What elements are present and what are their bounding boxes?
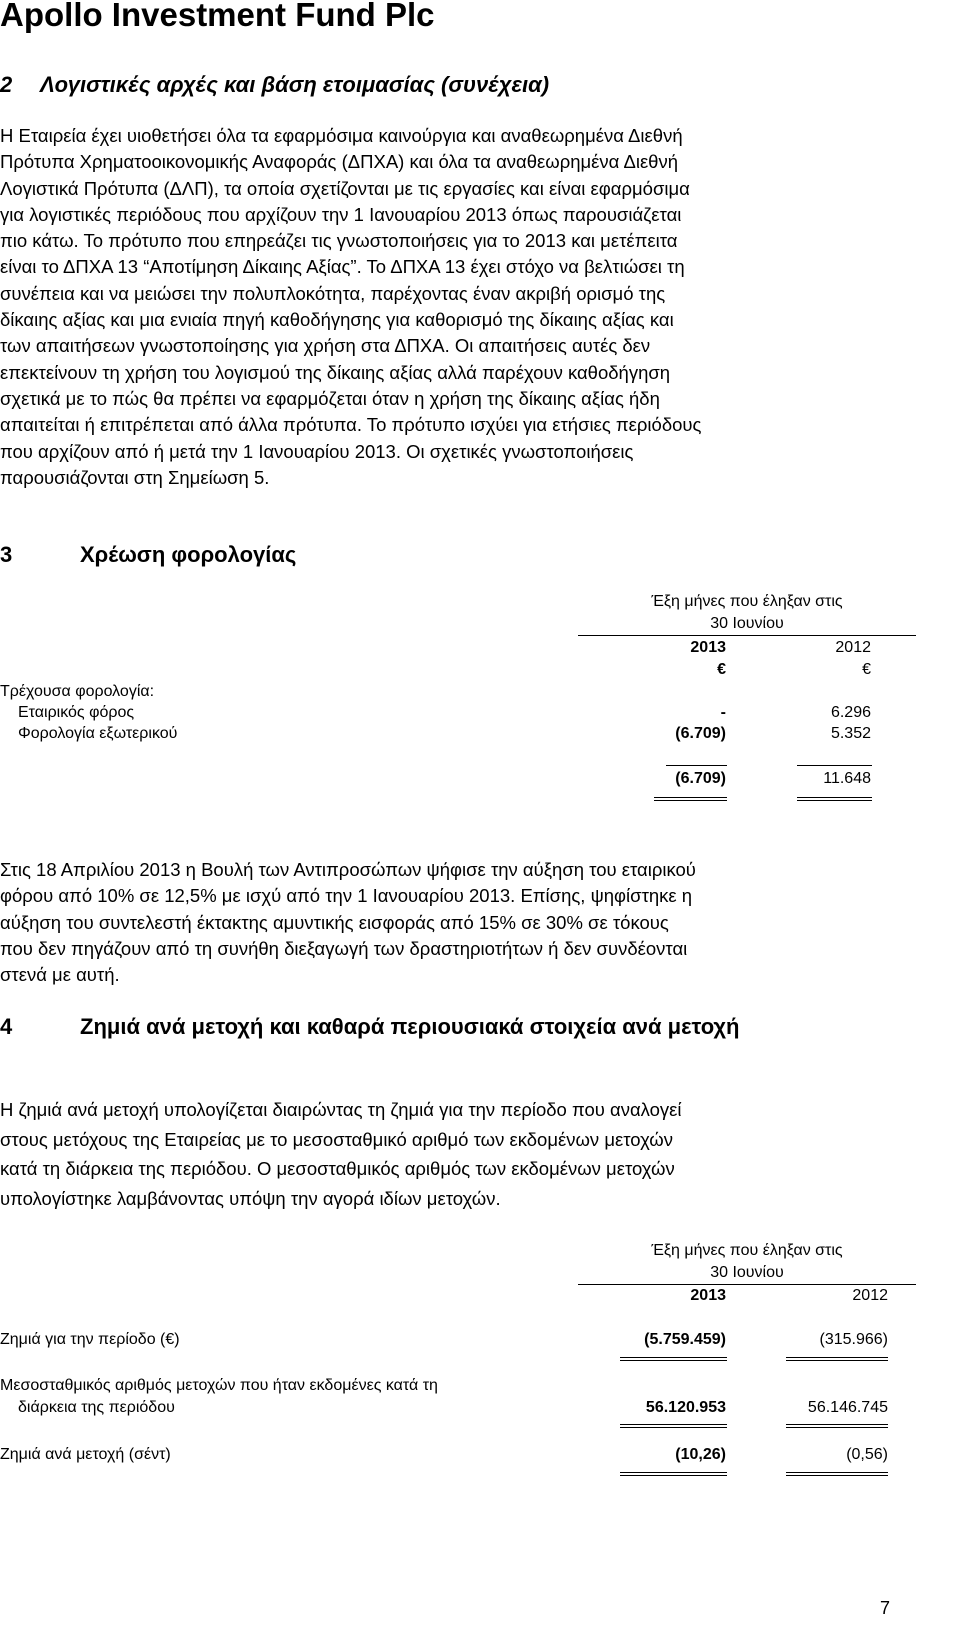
section-2-body — [0, 123, 876, 491]
double-rule — [620, 1424, 727, 1428]
section-4-number: 4 — [0, 1014, 13, 1039]
text-line: Η ζημιά ανά μετοχή υπολογίζεται διαιρώντας τη ζημιά για την περίοδο που αναλογεί — [0, 1099, 682, 1120]
eps-period-date: 30 Ιουνίου — [710, 1264, 784, 1281]
section-3-title: Χρέωση φορολογίας — [80, 542, 297, 567]
header-rule — [578, 1284, 916, 1285]
text-line: για λογιστικές περιόδους που αρχίζουν την 1 Ιανουαρίου 2013 όπως παρουσιάζεται — [0, 203, 682, 225]
currency-2013: € — [717, 661, 726, 678]
tax-row-2012: 5.352 — [830, 725, 871, 742]
eps-row-2012: (0,56) — [846, 1446, 888, 1463]
text-line: φόρου από 10% σε 12,5% με ισχύ από την 1 Ιανουαρίου 2013. Επίσης, ψηφίστηκε η — [0, 885, 693, 907]
text-line: Λογιστικά Πρότυπα (ΔΛΠ), τα οποία σχετίζονται με τις εργασίες και είναι εφαρμόσιμα — [0, 177, 690, 199]
eps-row-label: Ζημιά για την περίοδο (€) — [0, 1331, 180, 1348]
section-2-number: 2 — [0, 72, 13, 97]
double-rule — [786, 1424, 888, 1428]
tax-row-2013: - — [720, 704, 726, 721]
text-line: δίκαιης αξίας και μια ενιαία πηγή καθοδήγησης για καθορισμό της δίκαιης αξίας και — [0, 309, 674, 331]
section-3-number: 3 — [0, 542, 13, 567]
text-line: επεκτείνουν τη χρήση του λογισμού της δίκαιης αξίας αλλά παρέχουν καθοδήγηση — [0, 361, 671, 383]
text-line: πιο κάτω. Το πρότυπο που επηρεάζει τις γνωστοποιήσεις για το 2013 και μετέπειτα — [0, 230, 678, 252]
text-line: των απαιτήσεων γνωστοποίησης για χρήση στα ΔΠΧΑ. Οι απαιτήσεις αυτές δεν — [0, 335, 651, 357]
text-line: Η Εταιρεία έχει υιοθετήσει όλα τα εφαρμόσιμα καινούργια και αναθεωρημένα Διεθνή — [0, 125, 683, 146]
page-number: 7 — [880, 1598, 891, 1618]
text-line: Στις 18 Απριλίου 2013 η Βουλή των Αντιπροσώπων ψήφισε την αύξηση του εταιρικού — [0, 859, 696, 880]
text-line: παρουσιάζονται στη Σημείωση 5. — [0, 466, 270, 488]
text-line: αύξηση του συντελεστή έκτακτης αμυντικής εισφοράς από 15% σε 30% σε τόκους — [0, 911, 669, 933]
eps-row-2012: 56.146.745 — [807, 1399, 888, 1416]
tax-total-2012: 11.648 — [823, 770, 871, 787]
eps-row-label: Ζημιά ανά μετοχή (σέντ) — [0, 1446, 171, 1463]
double-rule — [620, 1472, 727, 1476]
text-line: στους μετόχους της Εταιρείας με το μεσοσταθμικό αριθμό των εκδομένων μετοχών — [0, 1128, 673, 1150]
tax-group-label: Τρέχουσα φορολογία: — [0, 683, 155, 700]
eps-period-header: Έξη μήνες που έληξαν στις — [651, 1242, 843, 1259]
section-3-note — [0, 857, 876, 988]
text-line: Πρότυπα Χρηματοοικονομικής Αναφοράς (ΔΠΧΑ) και όλα τα αναθεωρημένα Διεθνή — [0, 151, 679, 173]
tax-period-header: Έξη μήνες που έληξαν στις — [651, 593, 843, 610]
subtotal-rule-2013 — [666, 765, 727, 766]
text-line: υπολογίστηκε λαμβάνοντας υπόψη την αγορά ιδίων μετοχών. — [0, 1187, 501, 1209]
text-line: είναι το ΔΠΧΑ 13 “Αποτίμηση Δίκαιης Αξίας”. Το ΔΠΧΑ 13 έχει στόχο να βελτιώσει τη — [0, 256, 685, 278]
double-rule — [786, 1472, 888, 1476]
header-rule — [578, 635, 916, 636]
eps-row-2013: (5.759.459) — [644, 1331, 726, 1348]
subtotal-rule-2012 — [797, 765, 872, 766]
text-line: σχετικά με το πώς θα πρέπει να εφαρμόζεται όταν η χρήση της δίκαιης αξίας ήδη — [0, 387, 660, 409]
eps-row-2012: (315.966) — [819, 1331, 888, 1348]
total-double-rule-2012 — [797, 797, 872, 801]
eps-col-2013: 2013 — [690, 1287, 726, 1304]
text-line: συνέπεια και να μειώσει την πολυπλοκότητα, παρέχοντας έναν ακριβή ορισμό της — [0, 282, 666, 304]
double-rule — [620, 1357, 727, 1361]
text-line: στενά με αυτή. — [0, 964, 120, 986]
tax-total-2013: (6.709) — [675, 770, 726, 787]
double-rule — [786, 1357, 888, 1361]
tax-row-label: Εταιρικός φόρος — [18, 704, 135, 721]
total-double-rule-2013 — [654, 797, 727, 801]
eps-row-2013: (10,26) — [675, 1446, 726, 1463]
tax-col-2012: 2012 — [835, 639, 871, 656]
company-title: Apollo Investment Fund Plc — [0, 0, 435, 33]
tax-period-date: 30 Ιουνίου — [710, 615, 784, 632]
section-4-title: Ζημιά ανά μετοχή και καθαρά περιουσιακά στοιχεία ανά μετοχή — [80, 1014, 740, 1039]
text-line: που δεν πηγάζουν από τη συνήθη διεξαγωγή των δραστηριοτήτων ή δεν συνδέονται — [0, 937, 688, 959]
section-4-body — [0, 1095, 876, 1213]
eps-row-label-cont: διάρκεια της περιόδου — [18, 1399, 175, 1416]
section-2-title: Λογιστικές αρχές και βάση ετοιμασίας (συνέχεια) — [40, 72, 550, 97]
currency-2012: € — [862, 661, 871, 678]
tax-col-2013: 2013 — [690, 639, 726, 656]
tax-row-label: Φορολογία εξωτερικού — [18, 725, 178, 742]
tax-row-2013: (6.709) — [675, 725, 726, 742]
eps-col-2012: 2012 — [852, 1287, 888, 1304]
text-line: κατά τη διάρκεια της περιόδου. Ο μεσοσταθμικός αριθμός των εκδομένων μετοχών — [0, 1158, 675, 1180]
eps-row-2013: 56.120.953 — [645, 1399, 726, 1416]
eps-row-label: Μεσοσταθμικός αριθμός μετοχών που ήταν εκδομένες κατά τη — [0, 1377, 438, 1394]
text-line: που αρχίζουν από ή μετά την 1 Ιανουαρίου 2013. Οι σχετικές γνωστοποιήσεις — [0, 440, 634, 462]
text-line: απαιτείται ή επιτρέπεται από άλλα πρότυπα. Το πρότυπο ισχύει για ετήσιες περιόδους — [0, 414, 702, 436]
tax-row-2012: 6.296 — [830, 704, 871, 721]
